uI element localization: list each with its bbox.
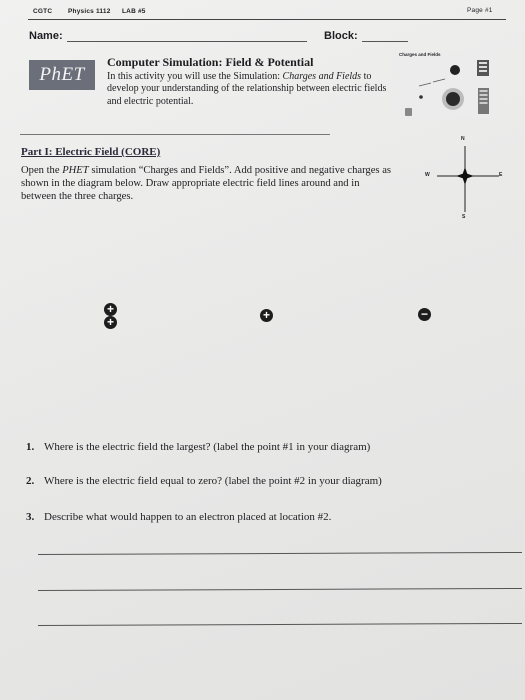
section-divider (20, 134, 330, 135)
part1-text-1: Open the (21, 165, 63, 176)
question-3-text: Describe what would happen to an electron placed at location #2. (44, 511, 332, 523)
block-field[interactable] (362, 41, 408, 42)
question-2-text: Where is the electric field equal to zero? (label the point #2 in your diagram) (44, 475, 382, 487)
sim-intro-text-2: to develop your understanding of the relationship between electric fields and electric potential. (107, 71, 387, 107)
header-lab: LAB #5 (122, 8, 146, 15)
header-rule (28, 19, 506, 20)
part1-phet: PHET (62, 165, 89, 176)
header-course: Physics 1112 (68, 8, 111, 15)
header-page-number: Page #1 (467, 7, 493, 14)
block-label: Block: (324, 30, 358, 42)
question-1-number: 1. (26, 441, 35, 453)
question-2-number: 2. (26, 475, 35, 487)
thumbnail-scene-icon (393, 52, 501, 118)
answer-line-2[interactable] (38, 588, 522, 591)
compass-west-label: W (425, 172, 430, 178)
compass-north-label: N (461, 136, 465, 142)
simulation-thumbnail (393, 52, 501, 118)
sim-intro-sim-name: Charges and Fields (282, 71, 362, 82)
phet-logo: PhET (29, 60, 95, 90)
sim-intro-text-1: In this activity you will use the Simulation: (107, 71, 283, 82)
answer-line-3[interactable] (38, 623, 522, 626)
compass-south-label: S (462, 214, 466, 220)
double-positive-charge-bottom: + (104, 316, 117, 329)
answer-line-1[interactable] (38, 552, 522, 555)
sim-title: Computer Simulation: Field & Potential (107, 55, 314, 69)
thumbnail-title: Charges and Fields (399, 52, 441, 57)
part1-title: Part I: Electric Field (CORE) (21, 146, 161, 158)
compass-diagram (425, 136, 505, 224)
compass-east-label: E (499, 172, 503, 178)
question-2 (26, 475, 382, 487)
part1-instructions (21, 164, 396, 203)
name-label: Name: (29, 30, 63, 42)
negative-charge: − (418, 308, 431, 321)
part1-text-2: simulation “Charges and Fields”. Add positive and negative charges as shown in the diagram below. Draw appropriate electric field lines around and in between the three charges. (21, 165, 392, 202)
name-field[interactable] (67, 41, 307, 42)
compass-rose-icon (425, 136, 505, 224)
sim-intro (107, 71, 397, 108)
question-1 (26, 441, 370, 453)
header-school: CGTC (33, 8, 53, 15)
double-positive-charge-top: + (104, 303, 117, 316)
question-3 (26, 511, 331, 523)
question-3-number: 3. (26, 511, 35, 523)
question-1-text: Where is the electric field the largest? (label the point #1 in your diagram) (44, 441, 371, 453)
positive-charge: + (260, 309, 273, 322)
